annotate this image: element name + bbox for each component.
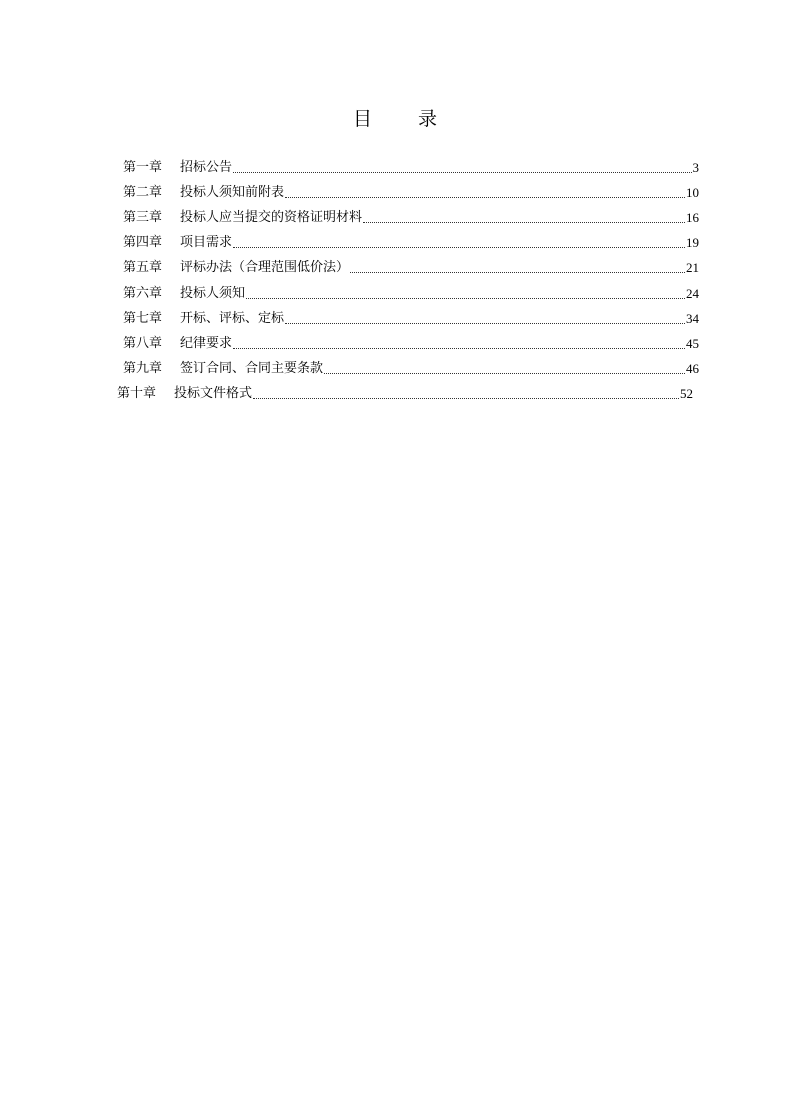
toc-entry-title: 投标文件格式: [174, 386, 253, 401]
toc-page-number: 16: [686, 210, 699, 225]
toc-page-number: 52: [680, 386, 693, 401]
toc-page-number: 24: [686, 286, 699, 301]
toc-chapter-label: 第十章: [117, 386, 157, 401]
toc-entry[interactable]: [123, 283, 699, 305]
toc-entry[interactable]: [123, 308, 699, 330]
toc-entry[interactable]: [123, 157, 699, 179]
toc-dot-leader: [233, 246, 685, 248]
toc-dot-leader: [246, 297, 685, 299]
toc-chapter-label: 第八章: [123, 336, 163, 351]
toc-entry[interactable]: [123, 333, 699, 355]
toc-chapter-label: 第二章: [123, 185, 163, 200]
toc-chapter-label: 第九章: [123, 361, 163, 376]
toc-entry-title: 投标人须知前附表: [180, 185, 285, 200]
toc-page-number: 45: [686, 336, 699, 351]
toc-dot-leader: [324, 372, 685, 374]
toc-entry-title: 招标公告: [180, 160, 233, 175]
toc-dot-leader: [233, 347, 685, 349]
toc-entry[interactable]: [123, 182, 699, 204]
toc-entry[interactable]: [123, 232, 699, 254]
toc-entry-title: 评标办法（合理范围低价法）: [180, 260, 350, 275]
toc-page-number: 19: [686, 235, 699, 250]
toc-page-number: 3: [692, 160, 699, 175]
toc-page-number: 34: [686, 311, 699, 326]
toc-chapter-label: 第五章: [123, 260, 163, 275]
toc-entry-title: 项目需求: [180, 235, 233, 250]
toc-entry-title: 开标、评标、定标: [180, 311, 285, 326]
toc-entry[interactable]: [123, 257, 699, 279]
toc-entry[interactable]: [117, 383, 693, 405]
toc-dot-leader: [233, 171, 691, 173]
toc-chapter-label: 第四章: [123, 235, 163, 250]
toc-page-number: 21: [686, 260, 699, 275]
toc-page-number: 10: [686, 185, 699, 200]
toc-page-number: 46: [686, 361, 699, 376]
toc-entry-title: 纪律要求: [180, 336, 233, 351]
toc-dot-leader: [285, 196, 685, 198]
toc-chapter-label: 第一章: [123, 160, 163, 175]
toc-chapter-label: 第六章: [123, 286, 163, 301]
toc-dot-leader: [350, 271, 685, 273]
toc-entry-title: 投标人应当提交的资格证明材料: [180, 210, 363, 225]
toc-entry[interactable]: [123, 207, 699, 229]
toc-entry[interactable]: [123, 358, 699, 380]
toc-entry-title: 投标人须知: [180, 286, 246, 301]
toc-chapter-label: 第三章: [123, 210, 163, 225]
toc-chapter-label: 第七章: [123, 311, 163, 326]
toc-dot-leader: [253, 397, 679, 399]
toc-dot-leader: [285, 322, 685, 324]
toc-title: 目 录: [352, 108, 458, 130]
toc-entry-title: 签订合同、合同主要条款: [180, 361, 324, 376]
toc-dot-leader: [363, 221, 685, 223]
